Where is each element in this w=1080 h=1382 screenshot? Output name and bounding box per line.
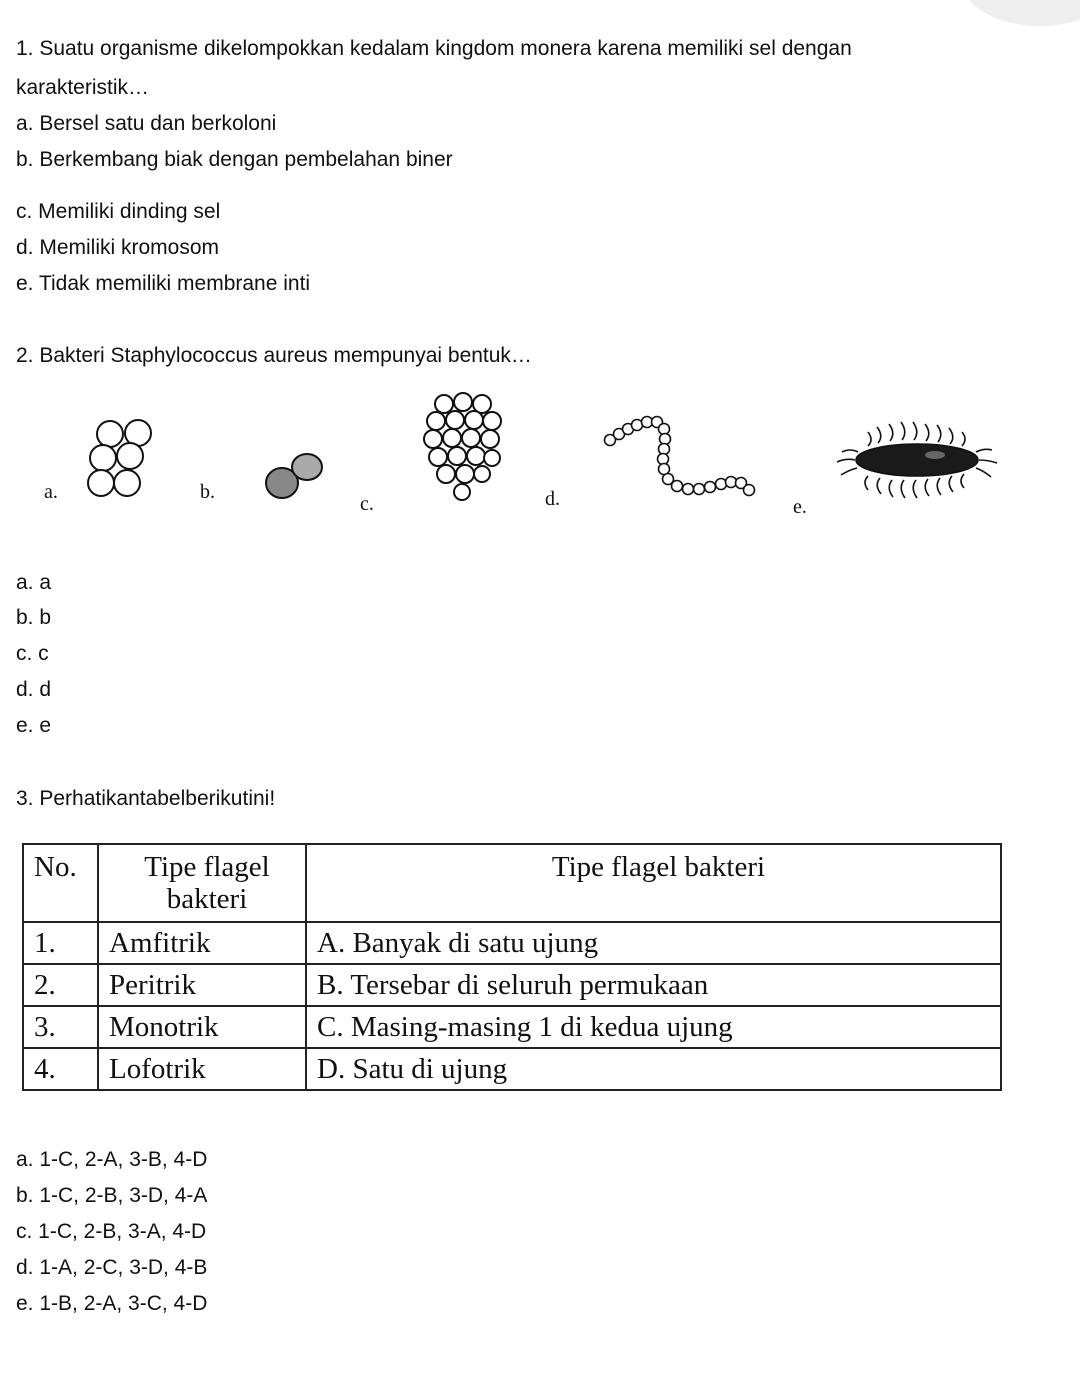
q3-option-b[interactable]: b. 1-C, 2-B, 3-D, 4-A <box>16 1184 208 1207</box>
cell-description: B. Tersebar di seluruh permukaan <box>306 964 1001 1006</box>
q1-option-a[interactable]: a. Bersel satu dan berkoloni <box>16 112 277 135</box>
diplococcus-shape <box>266 454 322 498</box>
q3-option-c[interactable]: c. 1-C, 2-B, 3-A, 4-D <box>16 1220 207 1243</box>
streptococcus-shape <box>605 417 755 496</box>
table-row <box>23 1048 1001 1090</box>
q3-option-d[interactable]: d. 1-A, 2-C, 3-D, 4-B <box>16 1256 208 1279</box>
cell-description: D. Satu di ujung <box>306 1048 1001 1090</box>
q1-option-c[interactable]: c. Memiliki dinding sel <box>16 200 221 223</box>
bacteria-shapes-figure <box>0 388 1080 528</box>
table-row <box>23 964 1001 1006</box>
cell-type: Peritrik <box>98 964 306 1006</box>
cell-type: Amfitrik <box>98 922 306 964</box>
q1-option-b[interactable]: b. Berkembang biak dengan pembelahan biner <box>16 148 453 171</box>
cell-no: 2. <box>23 964 98 1006</box>
figure-label-d: d. <box>545 488 560 510</box>
cell-description: C. Masing-masing 1 di kedua ujung <box>306 1006 1001 1048</box>
q1-option-e[interactable]: e. Tidak memiliki membrane inti <box>16 272 311 295</box>
q3-option-e[interactable]: e. 1-B, 2-A, 3-C, 4-D <box>16 1292 208 1315</box>
q2-option-c[interactable]: c. c <box>16 642 49 665</box>
cell-type: Monotrik <box>98 1006 306 1048</box>
cell-type: Lofotrik <box>98 1048 306 1090</box>
header-flagel-type: Tipe flagel bakteri <box>98 844 306 922</box>
cell-no: 4. <box>23 1048 98 1090</box>
q2-option-d[interactable]: d. d <box>16 678 52 701</box>
q2-option-e[interactable]: e. e <box>16 714 52 737</box>
flagella-table <box>22 843 1002 1091</box>
table-header-row <box>23 844 1001 922</box>
q1-option-d[interactable]: d. Memiliki kromosom <box>16 236 220 259</box>
peritrichous-bacillus-shape <box>837 422 997 498</box>
corner-shape <box>960 0 1080 26</box>
header-flagel-description: Tipe flagel bakteri <box>306 844 1001 922</box>
table-row <box>23 1006 1001 1048</box>
sarcina-shape <box>88 420 151 496</box>
staphylococcus-shape <box>424 393 501 500</box>
figure-label-e: e. <box>793 496 807 518</box>
q1-question-line1: 1. Suatu organisme dikelompokkan kedalam kingdom monera karena memiliki sel dengan <box>16 37 852 60</box>
figure-label-c: c. <box>360 493 374 515</box>
figure-label-a: a. <box>44 481 58 503</box>
figure-label-b: b. <box>200 481 215 503</box>
table-row <box>23 922 1001 964</box>
cell-no: 3. <box>23 1006 98 1048</box>
header-no: No. <box>23 844 98 922</box>
q2-question: 2. Bakteri Staphylococcus aureus mempunyai bentuk… <box>16 344 532 367</box>
cell-no: 1. <box>23 922 98 964</box>
q2-option-b[interactable]: b. b <box>16 606 52 629</box>
q3-option-a[interactable]: a. 1-C, 2-A, 3-B, 4-D <box>16 1148 208 1171</box>
q1-question-line2: karakteristik… <box>16 76 150 99</box>
q3-question: 3. Perhatikantabelberikutini! <box>16 787 276 810</box>
cell-description: A. Banyak di satu ujung <box>306 922 1001 964</box>
q2-option-a[interactable]: a. a <box>16 571 52 594</box>
